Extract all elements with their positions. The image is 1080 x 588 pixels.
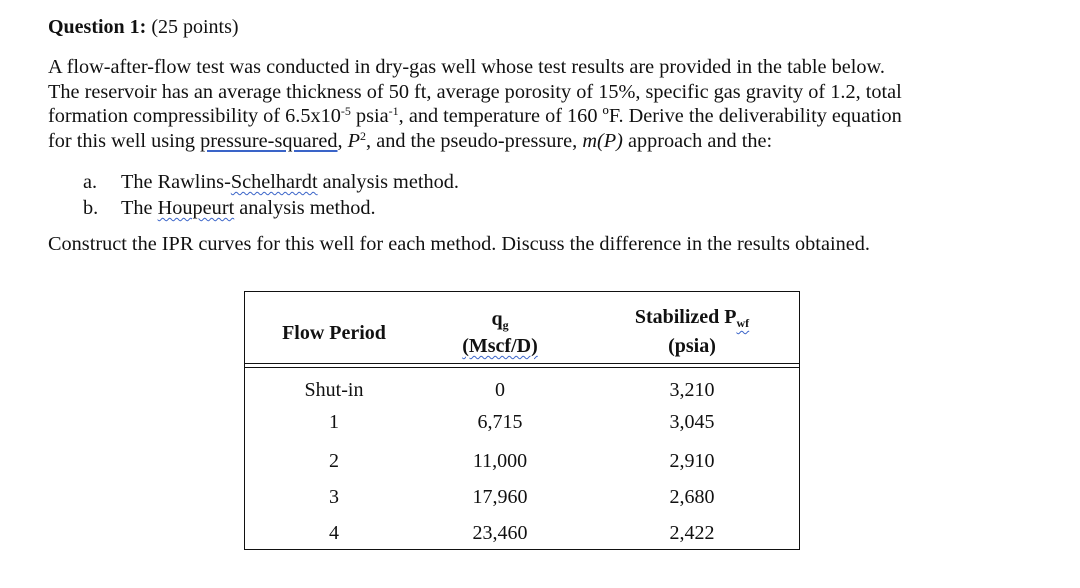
table-cell-qg: 6,715 xyxy=(477,411,523,433)
list-item-label: b. xyxy=(83,197,99,219)
table-cell-pwf: 3,045 xyxy=(669,411,715,433)
pwf-subscript: wf xyxy=(736,316,750,330)
problem-paragraph xyxy=(48,55,1038,153)
question-title xyxy=(48,14,239,40)
table-cell-pwf: 2,910 xyxy=(669,450,715,472)
text-segment: analysis method. xyxy=(317,171,459,193)
header-divider xyxy=(245,363,799,364)
table-cell-qg: 23,460 xyxy=(472,522,528,544)
header-qg-unit xyxy=(405,334,595,358)
header-pwf-unit: (psia) xyxy=(668,335,716,357)
exponent: -5 xyxy=(340,104,351,118)
list-item-text xyxy=(121,195,376,221)
paragraph-line-1: A flow-after-flow test was conducted in dry-gas well whose test results are provided in the table below. xyxy=(48,56,885,78)
text-segment: analysis method. xyxy=(234,197,376,219)
table-cell-period: 2 xyxy=(329,450,339,472)
text-segment: approach and the: xyxy=(622,129,773,152)
qg-unit: (Mscf/D) xyxy=(462,335,538,357)
method-name: Schelhardt xyxy=(230,171,318,193)
qg-subscript: g xyxy=(502,318,509,332)
paragraph-line-3 xyxy=(48,104,1038,129)
header-pwf xyxy=(585,305,799,329)
table-cell-qg: 0 xyxy=(495,379,505,401)
text-segment: The Rawlins- xyxy=(121,171,231,193)
table-cell-period: Shut-in xyxy=(304,379,364,401)
method-name: Houpeurt xyxy=(157,197,235,219)
paragraph-line-4: for this well using pressure-squared, $P^2$, and the pseudo-pressure, m(P) approach and the: xyxy=(48,128,773,152)
text-segment: , and temperature of 160 ºF. Derive the deliverability equation xyxy=(398,105,902,127)
table-cell-pwf: 2,422 xyxy=(669,522,715,544)
test-results-table xyxy=(244,291,800,550)
table-cell-qg: 11,000 xyxy=(472,450,528,472)
text-segment: , and the pseudo-pressure, xyxy=(366,129,583,152)
list-item xyxy=(83,195,459,221)
table-cell-pwf: 2,680 xyxy=(669,486,715,508)
list-item-text xyxy=(121,169,459,195)
construct-instruction: Construct the IPR curves for this well for each method. Discuss the difference in the results obtained. xyxy=(48,233,870,255)
text-segment: psia xyxy=(350,105,389,127)
text-segment: for this well using xyxy=(48,129,201,152)
header-qg xyxy=(405,307,595,331)
text-segment: The xyxy=(121,197,158,219)
table-cell-qg: 17,960 xyxy=(472,486,528,508)
paragraph-line-2: The reservoir has an average thickness of 50 ft, average porosity of 15%, specific gas gravity of 1.2, total xyxy=(48,80,902,103)
exponent: 2 xyxy=(360,128,367,143)
header-flow-period: Flow Period xyxy=(282,322,386,344)
question-label: Question 1: xyxy=(48,16,147,38)
table-cell-pwf: 3,210 xyxy=(669,379,715,401)
table-cell-period: 3 xyxy=(329,486,339,508)
question-points: (25 points) xyxy=(151,16,239,38)
text-segment: formation compressibility of 6.5x10 xyxy=(48,105,341,127)
pseudo-pressure-symbol: m(P) xyxy=(582,129,623,152)
pwf-label: Stabilized P xyxy=(634,306,737,328)
p-symbol: P xyxy=(347,129,361,152)
pressure-squared-term: pressure-squared xyxy=(200,129,338,152)
qg-symbol: q xyxy=(491,308,503,330)
exponent: -1 xyxy=(388,104,399,118)
list-item xyxy=(83,169,459,195)
list-item-label: a. xyxy=(83,171,98,193)
table-cell-period: 1 xyxy=(329,411,339,433)
header-divider xyxy=(245,367,799,368)
method-list xyxy=(83,169,459,221)
table-cell-period: 4 xyxy=(329,522,339,544)
